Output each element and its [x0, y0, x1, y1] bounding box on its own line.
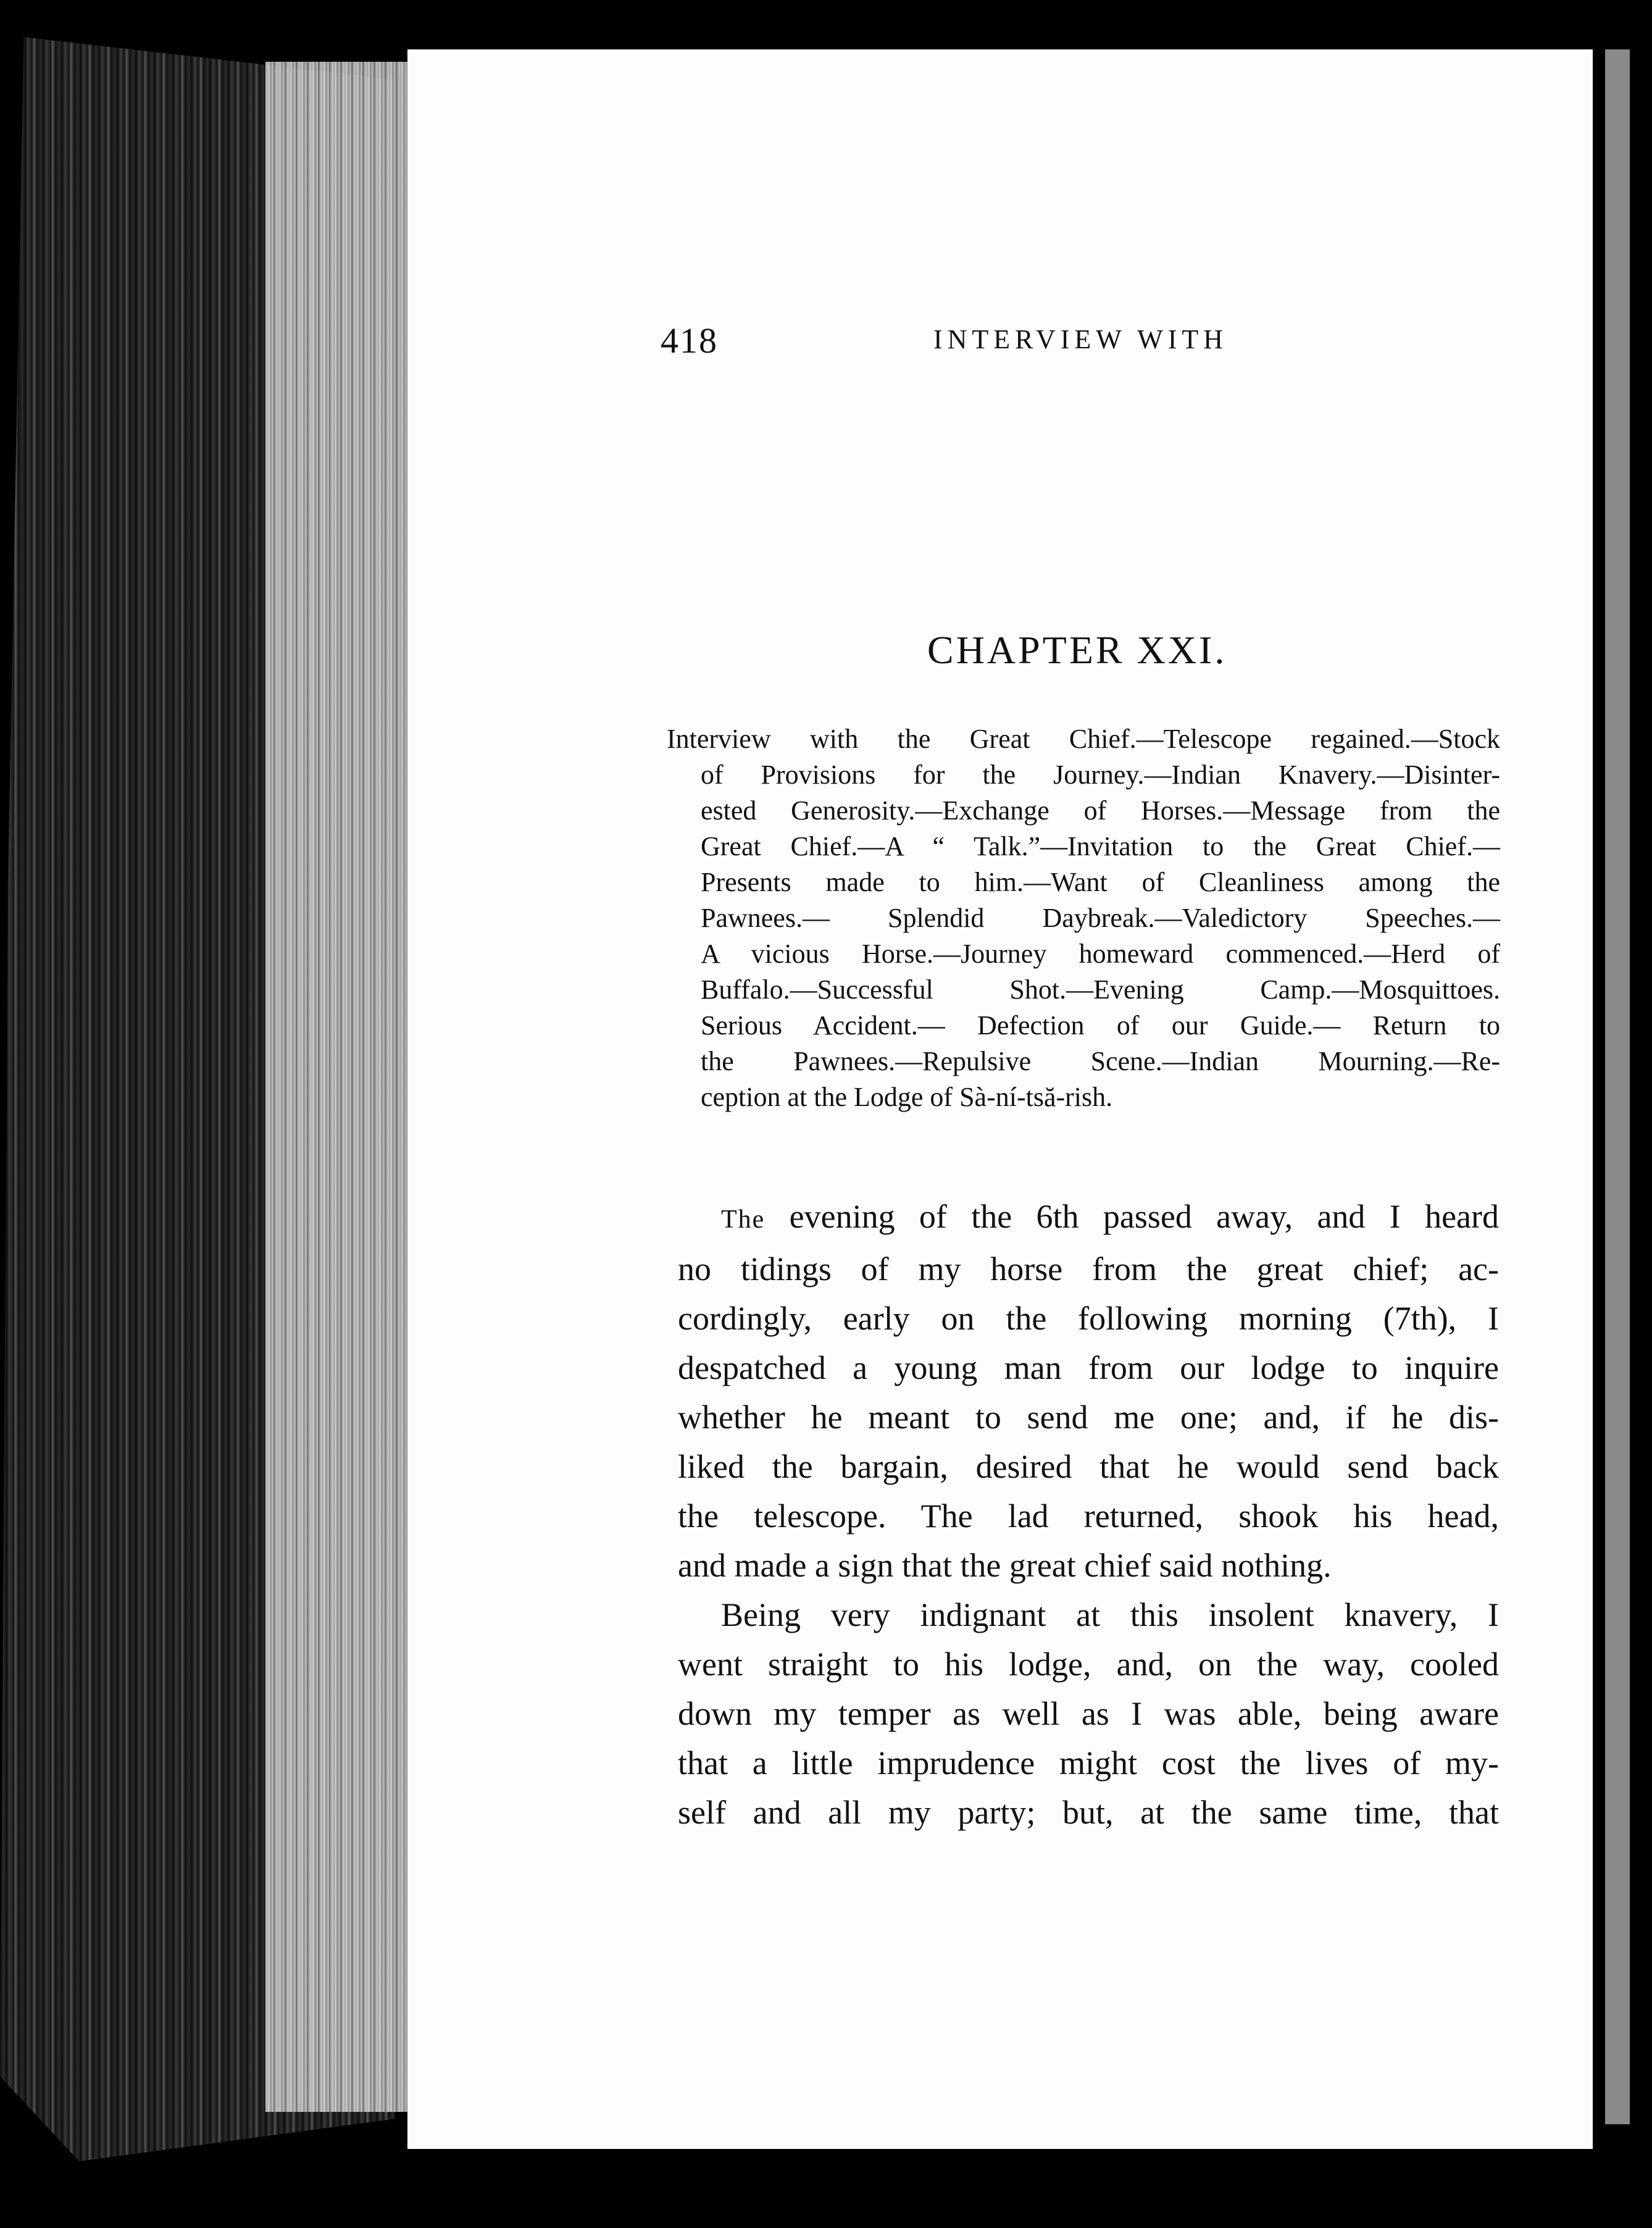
paragraph-line: whether he meant to send me one; and, if he dis- — [678, 1399, 1499, 1436]
synopsis-line: Interview with the Great Chief.—Telescope regained.—Stock — [667, 724, 1500, 754]
paragraph-line: liked the bargain, desired that he would send back — [678, 1448, 1499, 1485]
book-page-edges-highlight — [265, 62, 414, 2112]
paragraph-line: despatched a young man from our lodge to inquire — [678, 1349, 1499, 1386]
synopsis-line: Presents made to him.—Want of Cleanliness among the — [701, 867, 1500, 897]
paragraph-line: that a little imprudence might cost the lives of my- — [678, 1744, 1499, 1782]
paragraph-line: Being very indignant at this insolent knavery, I — [721, 1596, 1499, 1633]
synopsis-line: Serious Accident.— Defection of our Guide.— Return to — [701, 1010, 1500, 1041]
synopsis-line: the Pawnees.—Repulsive Scene.—Indian Mourning.—Re- — [701, 1046, 1500, 1076]
paragraph-line: no tidings of my horse from the great chief; ac- — [678, 1250, 1499, 1288]
synopsis-line: Pawnees.— Splendid Daybreak.—Valedictory Speeches.— — [701, 903, 1500, 933]
paragraph-line: and made a sign that the great chief said nothing. — [678, 1547, 1332, 1584]
synopsis-line: ception at the Lodge of Sà-ní-tsă-rish. — [701, 1082, 1113, 1112]
facing-page-edge — [1605, 49, 1630, 2124]
synopsis-line: Buffalo.—Successful Shot.—Evening Camp.—Mosquittoes. — [701, 974, 1500, 1005]
synopsis-line: of Provisions for the Journey.—Indian Knavery.—Disinter- — [701, 760, 1500, 790]
chapter-title: CHAPTER XXI. — [927, 628, 1227, 672]
synopsis-line: A vicious Horse.—Journey homeward commenced.—Herd of — [701, 939, 1500, 969]
page-number: 418 — [661, 320, 718, 361]
synopsis-line: Great Chief.—A “ Talk.”—Invitation to the Great Chief.— — [701, 831, 1500, 861]
chapter-synopsis — [667, 721, 1500, 1115]
paragraph-line: self and all my party; but, at the same time, that — [678, 1794, 1499, 1831]
paragraph-first-line — [678, 1192, 1499, 1244]
running-head: INTERVIEW WITH — [933, 324, 1229, 354]
paragraph-line: went straight to his lodge, and, on the way, cooled — [678, 1646, 1499, 1683]
body-text — [678, 1192, 1499, 1837]
paragraph-line: cordingly, early on the following morning (7th), I — [678, 1300, 1499, 1337]
synopsis-line: ested Generosity.—Exchange of Horses.—Message from the — [701, 795, 1500, 826]
first-line-rest: evening of the 6th passed away, and I heard — [765, 1198, 1499, 1235]
paragraph-line: the telescope. The lad returned, shook his head, — [678, 1497, 1499, 1535]
paragraph-line: down my temper as well as I was able, being aware — [678, 1695, 1499, 1732]
opening-word: The — [721, 1205, 766, 1234]
